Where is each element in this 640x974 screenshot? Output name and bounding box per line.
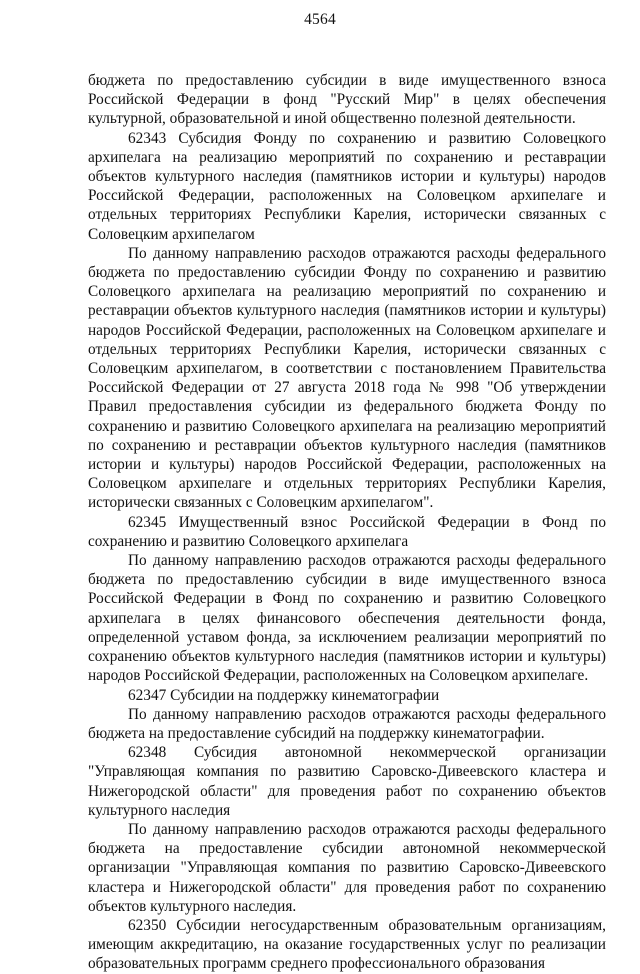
page-number: 4564 xyxy=(304,11,336,28)
paragraph-62348-description: По данному направлению расходов отражаются расходы федерального бюджета на предоставление субсидии автономной некоммерческой организации "Управляющая компания по развитию Саровско-Дивеевского кластера и Нижегородской области" для проведения работ по сохранению объектов культурного наследия. xyxy=(88,820,606,915)
paragraph-62347-description: По данному направлению расходов отражаются расходы федерального бюджета на предоставление субсидий на поддержку кинематографии. xyxy=(88,705,606,742)
paragraph-continuation: бюджета по предоставлению субсидии в виде имущественного взноса Российской Федерации в фонд "Русский Мир" в целях обеспечения культурной, образовательной и иной общественно полезной деятельности. xyxy=(88,72,606,128)
heading-62345: 62345 Имущественный взнос Российской Федерации в Фонд по сохранению и развитию Соловецкого архипелага xyxy=(88,513,606,550)
paragraph-62345-description: По данному направлению расходов отражаются расходы федерального бюджета по предоставлению субсидии в виде имущественного взноса Российской Федерации в Фонд по сохранению и развитию Соловецкого архипелага в целях финансового обеспечения деятельности фонда, определенной уставом фонда, за исключением реализации мероприятий по сохранению объектов культурного наследия (памятников истории и культуры) народов Российской Федерации, расположенных на Соловецком архипелаге. xyxy=(88,552,606,685)
heading-62348: 62348 Субсидия автономной некоммерческой организации "Управляющая компания по развитию Саровско-Дивеевского кластера и Нижегородской области" для проведения работ по сохранению объектов культурного наследия xyxy=(88,744,606,819)
heading-62350: 62350 Субсидии негосударственным образовательным организациям, имеющим аккредитацию, на оказание государственных услуг по реализации образовательных программ среднего профессионального образования xyxy=(88,916,606,973)
paragraph-62343-description: По данному направлению расходов отражаются расходы федерального бюджета по предоставлению субсидии Фонду по сохранению и развитию Соловецкого архипелага на реализацию мероприятий по сохранению и реставрации объектов культурного наследия (памятников истории и культуры) народов Российской Федерации, расположенных на Соловецком архипелаге и отдельных территориях Республики Карелия, исторически связанных с Соловецким архипелагом, в соответствии с постановлением Правительства Российской Федерации от 27 августа 2018 года № 998 "Об утверждении Правил предоставления субсидии из федерального бюджета Фонду по сохранению и развитию Соловецкого архипелага на реализацию мероприятий по сохранению и реставрации объектов культурного наследия (памятников истории и культуры) народов Российской Федерации, расположенных на Соловецком архипелаге и отдельных территориях Республики Карелия, исторически связанных с Соловецким архипелагом". xyxy=(88,244,606,512)
heading-62347: 62347 Субсидии на поддержку кинематографии xyxy=(128,686,440,704)
document-body xyxy=(88,71,606,974)
heading-62343: 62343 Субсидия Фонду по сохранению и развитию Соловецкого архипелага на реализацию мероприятий по сохранению и реставрации объектов культурного наследия (памятников истории и культуры) народов Российской Федерации, расположенных на Соловецком архипелаге и отдельных территориях Республики Карелия, исторически связанных с Соловецким архипелагом xyxy=(88,129,606,243)
